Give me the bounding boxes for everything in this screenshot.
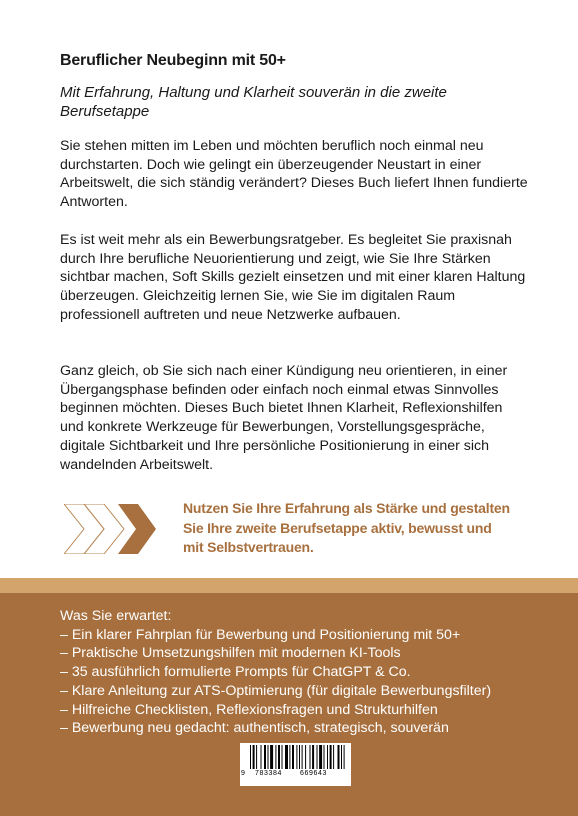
triple-chevron-right-icon bbox=[64, 504, 158, 559]
description-paragraph: Es ist weit mehr als ein Bewerbungsratgeber. Es begleitet Sie praxisnah durch Ihre berufliche Neuorientierung und zeigt, wie Sie Ihre Stärken sichtbar machen, Soft Skills gezielt einsetzen und mit einer klaren Haltung überzeugen. Gleichzeitig lernen Sie, wie Sie im digitalen Raum professionell auftreten und neue Netzwerke aufbauen. bbox=[60, 232, 526, 323]
list-item: – Klare Anleitung zur ATS-Optimierung (für digitale Bewerbungsfilter) bbox=[60, 682, 492, 699]
barcode-bar bbox=[302, 745, 303, 769]
barcode-bar bbox=[344, 745, 345, 769]
barcode-bar bbox=[278, 745, 280, 769]
barcode-bar bbox=[324, 745, 325, 769]
barcode-bar bbox=[275, 745, 276, 769]
barcode-bar bbox=[256, 745, 257, 769]
barcode-digits-left: 783384 bbox=[255, 770, 282, 777]
barcode-bar bbox=[292, 745, 294, 769]
list-item: – Ein klarer Fahrplan für Bewerbung und Positionierung mit 50+ bbox=[60, 626, 461, 643]
accent-band bbox=[0, 578, 578, 593]
barcode-bar bbox=[341, 745, 342, 769]
features-heading: Was Sie erwartet: bbox=[60, 608, 172, 624]
barcode-bar bbox=[285, 745, 288, 769]
barcode-bar bbox=[317, 745, 318, 769]
barcode-bar bbox=[296, 745, 297, 769]
barcode-bar bbox=[268, 745, 269, 769]
subtitle: Mit Erfahrung, Haltung und Klarheit souverän in die zweite Berufsetappe bbox=[60, 84, 447, 120]
barcode bbox=[240, 743, 351, 786]
barcode-bar bbox=[338, 745, 340, 769]
barcode-bar bbox=[327, 745, 328, 769]
barcode-bar bbox=[253, 745, 255, 769]
list-item: – 35 ausführlich formulierte Prompts für ChatGPT & Co. bbox=[60, 664, 411, 681]
barcode-bar bbox=[330, 745, 332, 769]
barcode-bar bbox=[264, 745, 266, 769]
barcode-bar bbox=[282, 745, 283, 769]
list-item: – Bewerbung neu gedacht: authentisch, strategisch, souverän bbox=[60, 720, 449, 737]
page-title: Beruflicher Neubeginn mit 50+ bbox=[60, 52, 286, 69]
barcode-digit-lead: 9 bbox=[241, 770, 246, 777]
barcode-bar bbox=[333, 745, 334, 769]
barcode-digits-right: 669643 bbox=[300, 770, 327, 777]
barcode-bar bbox=[299, 745, 300, 769]
intro-paragraph: Sie stehen mitten im Leben und möchten beruflich noch einmal neu durchstarten. Doch wie gelingt ein überzeugender Neustart in einer Arbeitswelt, die sich ständig verändert? Dieses Buch liefert Ihnen fundierte Antworten. bbox=[60, 138, 528, 211]
barcode-bar bbox=[261, 745, 262, 769]
list-item: – Hilfreiche Checklisten, Reflexionsfragen und Strukturhilfen bbox=[60, 701, 438, 718]
barcode-bar bbox=[250, 745, 251, 769]
barcode-bar bbox=[305, 745, 306, 769]
barcode-bar bbox=[270, 745, 273, 769]
features-list bbox=[60, 607, 540, 738]
barcode-bar bbox=[289, 745, 290, 769]
barcode-bar bbox=[319, 745, 322, 769]
audience-paragraph: Ganz gleich, ob Sie sich nach einer Kündigung neu orientieren, in einer Übergangsphase befinden oder einfach noch einmal etwas Sinnvolles beginnen möchten. Dieses Buch bietet Ihnen Klarheit, Reflexionshilfen und konkrete Werkzeuge für Bewerbungen, Vorstellungsgespräche, digitale Sichtbarkeit und Ihre persönliche Positionierung in einer sich wandelnden Arbeitswelt. bbox=[60, 363, 508, 473]
barcode-bar bbox=[310, 745, 311, 769]
barcode-bars bbox=[242, 745, 349, 773]
list-item: – Praktische Umsetzungshilfen mit modernen KI-Tools bbox=[60, 645, 401, 662]
barcode-bar bbox=[312, 745, 314, 769]
callout-text: Nutzen Sie Ihre Erfahrung als Stärke und gestalten Sie Ihre zweite Berufsetappe aktiv, bewusst und mit Selbstvertrauen. bbox=[183, 500, 510, 555]
